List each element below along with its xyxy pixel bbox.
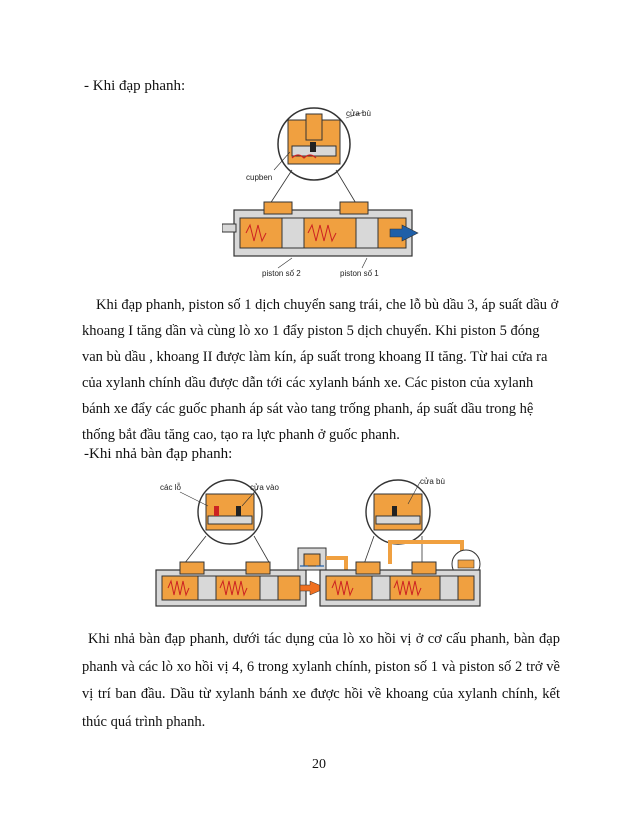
detail-circle [278, 108, 350, 180]
page-number: 20 [312, 757, 326, 772]
paragraph-press: Khi đạp phanh, piston số 1 dịch chuyển sang trái, che lỗ bù dầu 3, áp suất dầu ở khoang I tăng dần và cùng lò xo 1 đẩy piston 5 dịch chuyển. Khi piston 5 đóng van bù dầu , khoang II được làm kín, áp suất trong khoang II tăng. Từ hai cửa ra của xylanh chính dầu được dẫn tới các xylanh bánh xe. Các piston của xylanh bánh xe đẩy các guốc phanh áp sát vào tang trống phanh, áp suất dầu trong hệ thống bắt đầu tăng cao, tạo ra lực phanh ở guốc phanh. [82, 297, 559, 443]
figure-press-diagram [222, 106, 422, 282]
paragraph-release: Khi nhả bàn đạp phanh, dưới tác dụng của lò xo hồi vị ở cơ cấu phanh, bàn đạp phanh và các lò xo hồi vị 4, 6 trong xylanh chính, piston số 1 và piston số 2 trở về vị trí ban đầu. Dầu từ xylanh bánh xe được hồi về khoang của xylanh chính, kết thúc quá trình phanh. [82, 631, 560, 730]
master-cylinder [222, 202, 418, 256]
label-cua-vao: cửa vào [250, 483, 279, 492]
label-cua-bu: cửa bù [346, 109, 371, 118]
left-cylinder [156, 480, 326, 606]
label-cua-bu-2: cửa bù [420, 477, 445, 486]
label-cupben: cupben [246, 173, 273, 182]
heading-press: - Khi đạp phanh: [84, 78, 186, 94]
label-piston-1: piston số 1 [340, 269, 379, 278]
heading-release: -Khi nhả bàn đạp phanh: [84, 446, 233, 462]
label-piston-2: piston số 2 [262, 269, 301, 278]
right-cylinder [298, 477, 480, 606]
figure-release-diagram [150, 476, 490, 614]
label-cac-lo: các lỗ [160, 483, 181, 492]
